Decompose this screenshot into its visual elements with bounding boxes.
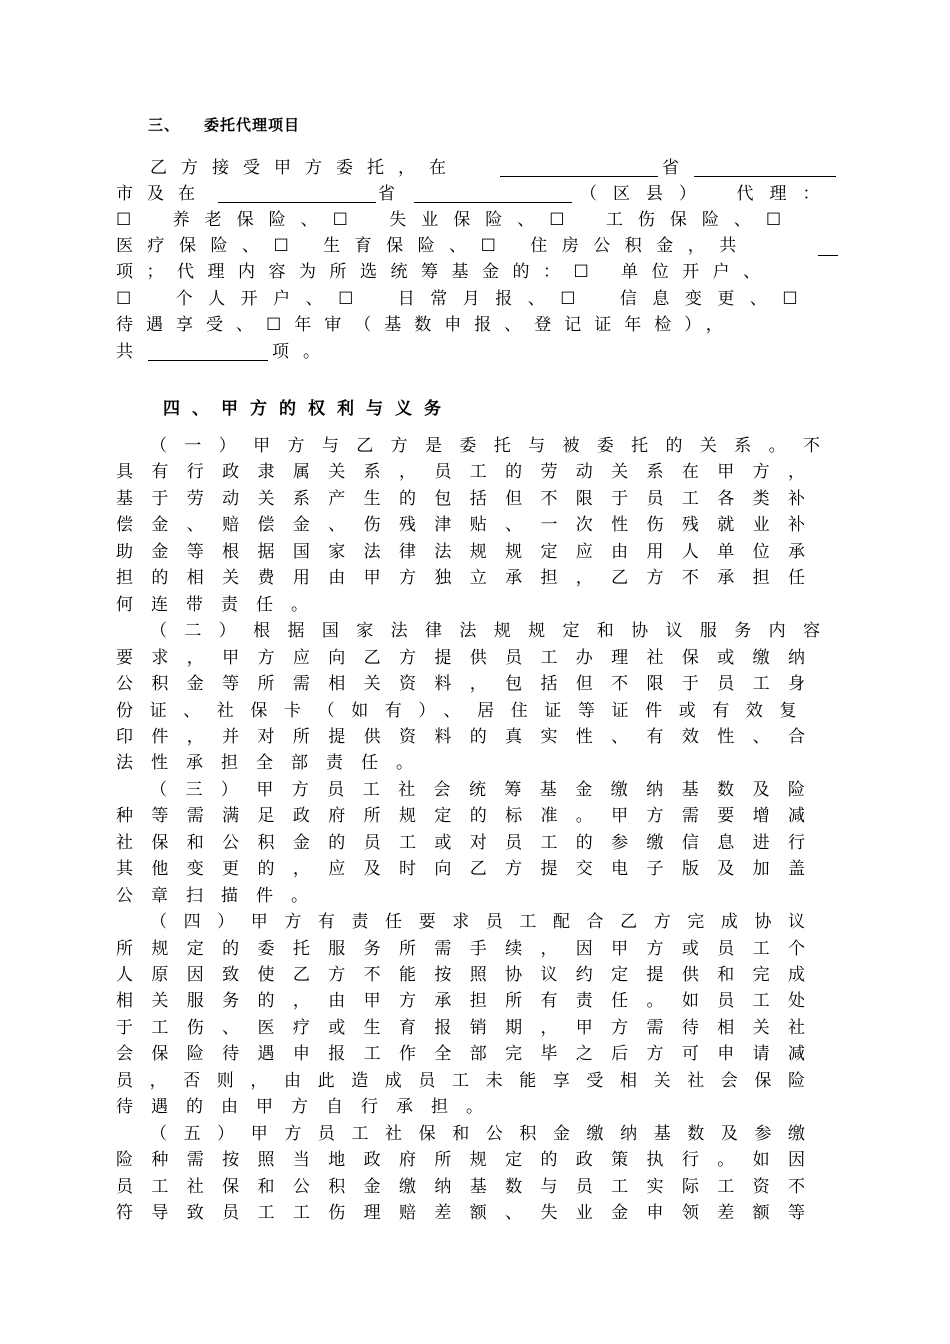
text-run: 偿金、赔偿金、伤残津贴、一次性伤残就业补 bbox=[116, 515, 824, 535]
text-run: 印件，并对所提供资料的真实性、有效性、合 bbox=[116, 727, 824, 747]
section-4-line bbox=[150, 909, 822, 935]
text-run: （五）甲方员工社保和公积金缴纳基数及参缴 bbox=[150, 1124, 822, 1144]
section-4-line bbox=[116, 962, 823, 988]
text-run: 项；代理内容为所选统筹基金的：☐ 单位开户、 bbox=[116, 262, 774, 282]
section-3-line-5 bbox=[116, 259, 850, 285]
section-3-line-1a bbox=[150, 155, 488, 181]
text-run: 项。 bbox=[272, 342, 334, 362]
text-run: 符导致员工工伤理赔差额、失业金申领差额等 bbox=[116, 1203, 824, 1223]
section-3-line-2c bbox=[580, 181, 836, 207]
section-3-line-3 bbox=[116, 207, 820, 233]
text-run: 员工社保和公积金缴纳基数与员工实际工资不 bbox=[116, 1177, 824, 1197]
section-4-line bbox=[116, 1015, 823, 1041]
section-4-line bbox=[150, 777, 823, 803]
section-4-line bbox=[116, 724, 823, 750]
section-3-line-7 bbox=[116, 312, 836, 338]
text-run: 公积金等所需相关资料，包括但不限于员工身 bbox=[116, 674, 824, 694]
text-run: 省 bbox=[662, 158, 679, 178]
text-run: 员，否则，由此造成员工未能享受相关社会保险 bbox=[116, 1071, 822, 1091]
section-3-line-2a bbox=[116, 181, 209, 207]
text-run: 担的相关费用由甲方独立承担，乙方不承担任 bbox=[116, 568, 824, 588]
text-run: （三）甲方员工社会统筹基金缴纳基数及险 bbox=[150, 780, 824, 800]
text-run: 种等需满足政府所规定的标准。甲方需要增减 bbox=[116, 806, 824, 826]
text-run: 乙方接受甲方委托，在 bbox=[150, 158, 460, 178]
section-4-line bbox=[116, 936, 823, 962]
section-4-line bbox=[116, 565, 823, 591]
text-run: 基于劳动关系产生的包括但不限于员工各类补 bbox=[116, 489, 824, 509]
text-run: （四）甲方有责任要求员工配合乙方完成协议 bbox=[150, 912, 822, 932]
text-run: （区县） 代理： bbox=[580, 184, 836, 204]
section-3-line-8b bbox=[272, 339, 334, 365]
text-run: 具有行政隶属关系，员工的劳动关系在甲方， bbox=[116, 462, 824, 482]
section-4-line bbox=[150, 433, 837, 459]
section-4-line bbox=[116, 1068, 822, 1094]
section-3-line-4 bbox=[116, 233, 820, 259]
text-run: ☐ 养老保险、☐ 失业保险、☐ 工伤保险、☐ bbox=[116, 210, 797, 230]
text-run: 待遇享受、☐年审（基数申报、登记证年检）， bbox=[116, 315, 736, 335]
section-4-line bbox=[116, 698, 813, 724]
section-4-line bbox=[116, 539, 823, 565]
section-4-line bbox=[116, 1174, 823, 1200]
section-4-line bbox=[150, 618, 837, 644]
section-4-line bbox=[116, 645, 823, 671]
text-run: 要求，甲方应向乙方提供员工办理社保或缴纳 bbox=[116, 648, 824, 668]
section-4-line bbox=[150, 1121, 822, 1147]
section-4-line bbox=[116, 1041, 823, 1067]
text-run: 社保和公积金的员工或对员工的参缴信息进行 bbox=[116, 833, 824, 853]
section-4-heading: 四、甲方的权利与义务 bbox=[163, 399, 453, 419]
section-4-line bbox=[116, 803, 823, 829]
text-run: 共 bbox=[116, 342, 133, 362]
text-run: 省 bbox=[378, 184, 395, 204]
text-run: 医疗保险、☐ 生育保险、☐ 住房公积金，共 bbox=[116, 236, 751, 256]
blank-item-count bbox=[818, 237, 838, 256]
section-4-line bbox=[116, 459, 823, 485]
text-run: 于工伤、医疗或生育报销期，甲方需待相关社 bbox=[116, 1018, 824, 1038]
blank-item-count-2 bbox=[148, 342, 268, 361]
section-4-line bbox=[116, 750, 431, 776]
text-run: 市及在 bbox=[116, 184, 209, 204]
section-4-line bbox=[116, 830, 823, 856]
section-4-line bbox=[116, 1200, 823, 1226]
section-3-line-8a bbox=[116, 339, 133, 365]
section-4-line bbox=[116, 856, 823, 882]
text-run: 险种需按照当地政府所规定的政策执行。如因 bbox=[116, 1150, 824, 1170]
section-3-number: 三、 bbox=[148, 116, 181, 134]
section-4-line bbox=[116, 883, 326, 909]
section-4-line bbox=[116, 1094, 501, 1120]
section-3-heading bbox=[148, 114, 300, 135]
text-run: 份证、社保卡（如有）、居住证等证件或有效复 bbox=[116, 701, 814, 721]
text-run: 相关服务的，由甲方承担所有责任。如员工处 bbox=[116, 991, 824, 1011]
blank-province-1 bbox=[500, 158, 658, 177]
section-3-line-1b bbox=[662, 155, 679, 181]
section-4-line bbox=[116, 671, 823, 697]
section-4-line bbox=[116, 486, 823, 512]
text-run: 其他变更的，应及时向乙方提交电子版及加盖 bbox=[116, 859, 824, 879]
blank-district-2 bbox=[414, 184, 572, 203]
text-run: （二）根据国家法律法规规定和协议服务内容 bbox=[150, 621, 838, 641]
blank-province-2 bbox=[218, 184, 376, 203]
section-3-line-2b bbox=[378, 181, 395, 207]
text-run: ☐ 个人开户、☐ 日常月报、☐ 信息变更、☐ bbox=[116, 289, 814, 309]
blank-city-1 bbox=[694, 158, 836, 177]
text-run: 何连带责任。 bbox=[116, 595, 326, 615]
section-4-line bbox=[116, 988, 823, 1014]
text-run: （一）甲方与乙方是委托与被委托的关系。不 bbox=[150, 436, 838, 456]
section-4-line bbox=[116, 512, 823, 538]
section-3-line-6 bbox=[116, 286, 820, 312]
text-run: 助金等根据国家法律法规规定应由用人单位承 bbox=[116, 542, 824, 562]
text-run: 法性承担全部责任。 bbox=[116, 753, 431, 773]
text-run: 人原因致使乙方不能按照协议约定提供和完成 bbox=[116, 965, 824, 985]
text-run: 所规定的委托服务所需手续，因甲方或员工个 bbox=[116, 939, 824, 959]
text-run: 会保险待遇申报工作全部完毕之后方可申请减 bbox=[116, 1044, 824, 1064]
text-run: 待遇的由甲方自行承担。 bbox=[116, 1097, 501, 1117]
section-4-line bbox=[116, 1147, 823, 1173]
text-run: 公章扫描件。 bbox=[116, 886, 326, 906]
section-4-line bbox=[116, 592, 326, 618]
section-3-title: 委托代理项目 bbox=[204, 116, 301, 134]
